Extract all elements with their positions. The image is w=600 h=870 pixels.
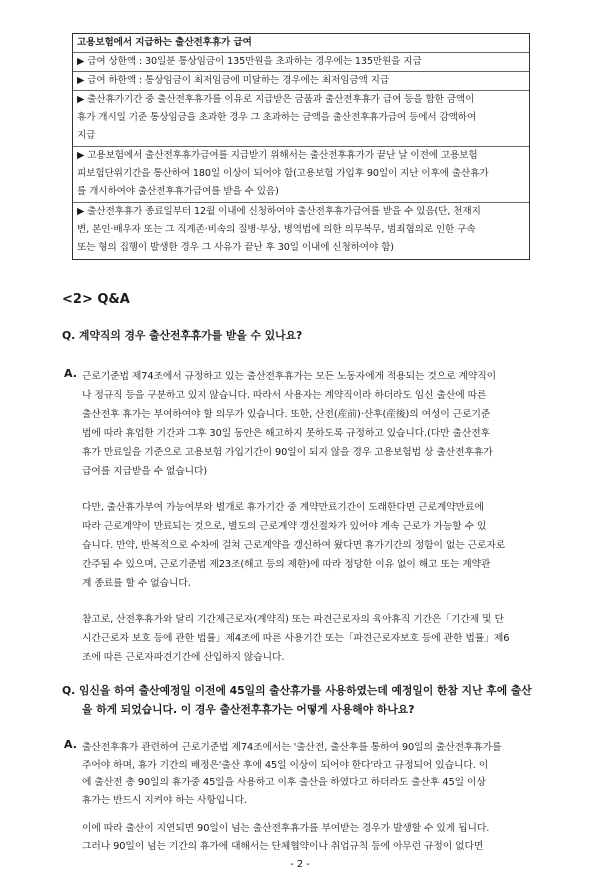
section-title: <2> Q&A <box>62 292 130 307</box>
box-line: ▶ 급여 상한액 : 30일분 통상임금이 135만원을 초과하는 경우에는 135만원을 지급 <box>77 56 422 67</box>
answer-1-line: 다만, 출산휴가부여 가능여부와 별개로 휴가기간 중 계약만료기간이 도래한다면 근로계약만료에 <box>82 502 484 513</box>
box-divider <box>73 146 529 147</box>
page-number: - 2 - <box>290 859 310 870</box>
question-1: Q. 계약직의 경우 출산전후휴가를 받을 수 있나요? <box>62 329 303 342</box>
box-line: ▶ 출산전후휴가 종료일부터 12월 이내에 신청하여야 출산전후휴가급여를 받을 수 있음(단, 천재지 <box>77 206 481 217</box>
answer-1-line: 출산전후 휴가는 부여하여야 할 의무가 있습니다. 또한, 산전(産前)·산후(産後)의 여성이 근로기준 <box>82 409 491 420</box>
answer-1-line: 나 정규직 등을 구분하고 있지 않습니다. 따라서 사용자는 계약직이라 하더라도 임신 출산에 따른 <box>82 390 487 401</box>
box-line: ▶ 급여 하한액 : 통상임금이 최저임금에 미달하는 경우에는 최저임금액 지급 <box>77 75 389 86</box>
question-2-line: 을 하게 되었습니다. 이 경우 출산전후휴가는 어떻게 사용해야 하나요? <box>82 703 415 716</box>
answer-2-line: 휴가는 반드시 지켜야 하는 사항입니다. <box>82 794 247 806</box>
answer-2-line: 출산전후휴가 관련하여 근로기준법 제74조에서는 '출산전, 출산후를 통하여 90일의 출산전후휴가를 <box>82 742 502 753</box>
box-line: 또는 형의 집행이 발생한 경우 그 사유가 끝난 후 30일 이내에 신청하여야 함) <box>77 242 394 253</box>
answer-1-line: 법에 따라 휴업한 기간과 그후 30일 동안은 해고하지 못하도록 규정하고 있습니다.(다만 출산전후 <box>82 428 490 439</box>
answer-1-label: A. <box>64 367 77 380</box>
answer-1-line: 시간근로자 보호 등에 관한 법률」제4조에 따른 사용기간 또는「파견근로자보호 등에 관한 법률」제6 <box>82 633 510 644</box>
box-line: 지급 <box>77 130 96 141</box>
answer-2-label: A. <box>64 738 77 751</box>
box-line: 를 개시하여야 출산전후휴가급여를 받을 수 있음) <box>77 186 279 197</box>
box-line: 변, 본인·배우자 또는 그 직계존·비속의 질병·부상, 병역법에 의한 의무복무, 범죄혐의로 인한 구속 <box>77 224 476 235</box>
answer-1-line: 습니다. 만약, 반복적으로 수차에 걸쳐 근로계약을 갱신하여 왔다면 휴가기간의 정함이 없는 근로자로 <box>82 540 506 551</box>
answer-1-line: 조에 따른 근로자파견기간에 산입하지 않습니다. <box>82 652 285 663</box>
box-title: 고용보험에서 지급하는 출산전후휴가 급여 <box>77 37 252 48</box>
answer-2-line: 그러나 90일이 넘는 기간의 휴가에 대해서는 단체협약이나 취업규칙 등에 아무런 규정이 없다면 <box>82 840 484 852</box>
benefit-info-box <box>72 33 530 260</box>
answer-1-line: 참고로, 산전후휴가와 달리 기간제근로자(계약직) 또는 파견근로자의 육아휴직 기간은「기간제 및 단 <box>82 614 504 625</box>
box-line: ▶ 출산휴가기간 중 출산전후휴가를 이유로 지급받은 금품과 출산전후휴가 급여 등을 합한 금액이 <box>77 94 475 105</box>
answer-2-line: 에 출산전 총 90일의 휴가중 45일을 사용하고 이후 출산을 하였다고 하더라도 출산후 45일 이상 <box>82 777 486 788</box>
box-divider <box>73 90 529 91</box>
box-divider <box>73 202 529 203</box>
answer-1-line: 간주될 수 있으며, 근로기준법 제23조(해고 등의 제한)에 따라 정당한 이유 없이 해고 또는 계약관 <box>82 559 491 570</box>
question-2-line: Q. 임신을 하여 출산예정일 이전에 45일의 출산휴가를 사용하였는데 예정일이 한참 지난 후에 출산 <box>62 684 532 697</box>
box-line: 피보험단위기간을 통산하여 180일 이상이 되어야 함(고용보험 가입후 90일이 지난 이후에 출산휴가 <box>77 168 489 179</box>
answer-1-line: 휴가 만료일을 기준으로 고용보험 가입기간이 90일이 되지 않을 경우 고용보험법 상 출산전후휴가 <box>82 447 493 458</box>
answer-1-line: 근로기준법 제74조에서 규정하고 있는 출산전후휴가는 모든 노동자에게 적용되는 것으로 계약직이 <box>82 371 496 382</box>
box-line: 휴가 개시일 기준 통상임금을 초과한 경우 그 초과하는 금액을 출산전후휴가급여 등에서 감액하여 <box>77 112 477 123</box>
answer-2-line: 주어야 하며, 휴가 기간의 배정은'출산 후에 45일 이상이 되어야 한다'라고 규정되어 있습니다. 이 <box>82 759 489 771</box>
box-divider <box>73 71 529 72</box>
box-line: ▶ 고용보험에서 출산전후휴가급여를 지급받기 위해서는 출산전후휴가가 끝난 날 이전에 고용보험 <box>77 150 478 161</box>
answer-2-line: 이에 따라 출산이 지연되면 90일이 넘는 출산전후휴가를 부여받는 경우가 발생할 수 있게 됩니다. <box>82 823 490 834</box>
box-divider <box>73 52 529 53</box>
answer-1-line: 계 종료를 할 수 없습니다. <box>82 578 191 589</box>
answer-1-line: 급여를 지급받을 수 없습니다) <box>82 466 208 477</box>
answer-1-line: 따라 근로계약이 만료되는 것으로, 별도의 근로계약 갱신절차가 있어야 계속 근로가 가능할 수 있 <box>82 521 487 532</box>
